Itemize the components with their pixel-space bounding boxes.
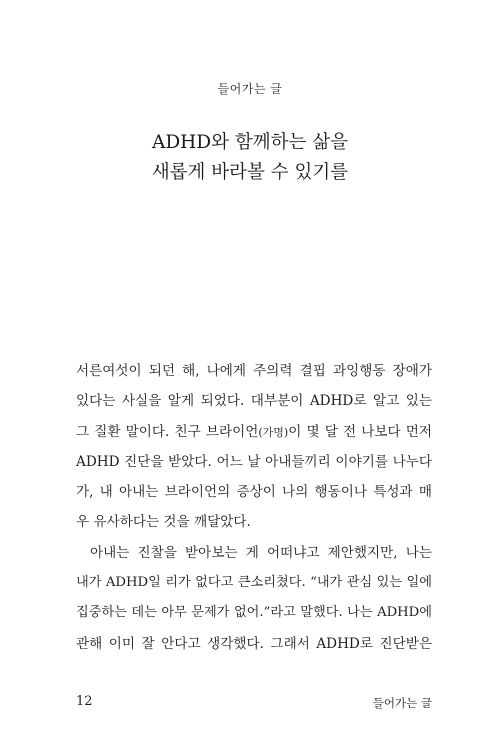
body-line-text: 그 질환 말이다. 친구 브라이언 <box>76 423 259 440</box>
section-label: 들어가는 글 <box>217 82 283 96</box>
chapter-title-line-1: ADHD와 함께하는 삶을 <box>151 132 349 153</box>
pseudonym-note: (가명) <box>258 425 289 439</box>
body-line: ADHD 진단을 받았다. 어느 날 아내들끼리 이야기를 나누다 <box>76 453 432 470</box>
page-footer <box>76 694 432 712</box>
body-line: 내가 ADHD일 리가 없다고 큰소리쳤다. “내가 관심 있는 일에 <box>76 575 432 591</box>
body-line: 있다는 사실을 알게 되었다. 대부분이 ADHD로 알고 있는 <box>76 393 432 410</box>
body-line-text: 이 몇 달 전 나보다 먼저 <box>288 423 432 440</box>
running-head: 들어가는 글 <box>372 696 432 710</box>
body-line: 집중하는 데는 아무 문제가 없어.”라고 말했다. 나는 ADHD에 <box>76 605 432 621</box>
body-line: 관해 이미 잘 안다고 생각했다. 그래서 ADHD로 진단받은 <box>76 635 432 652</box>
chapter-title-line-2: 새롭게 바라볼 수 있기를 <box>151 162 349 183</box>
chapter-title <box>0 128 500 188</box>
body-line: 서른여섯이 되던 해, 나에게 주의력 결핍 과잉행동 장애가 <box>76 363 432 379</box>
body-text <box>76 356 432 659</box>
body-line <box>76 417 432 447</box>
body-line: 가, 내 아내는 브라이언의 증상이 나의 행동이나 특성과 매 <box>76 484 432 501</box>
page-number: 12 <box>76 694 93 709</box>
body-line: 우 유사하다는 것을 깨달았다. <box>76 514 251 531</box>
body-line: 아내는 진찰을 받아보는 게 어떠냐고 제안했지만, 나는 <box>90 544 432 561</box>
